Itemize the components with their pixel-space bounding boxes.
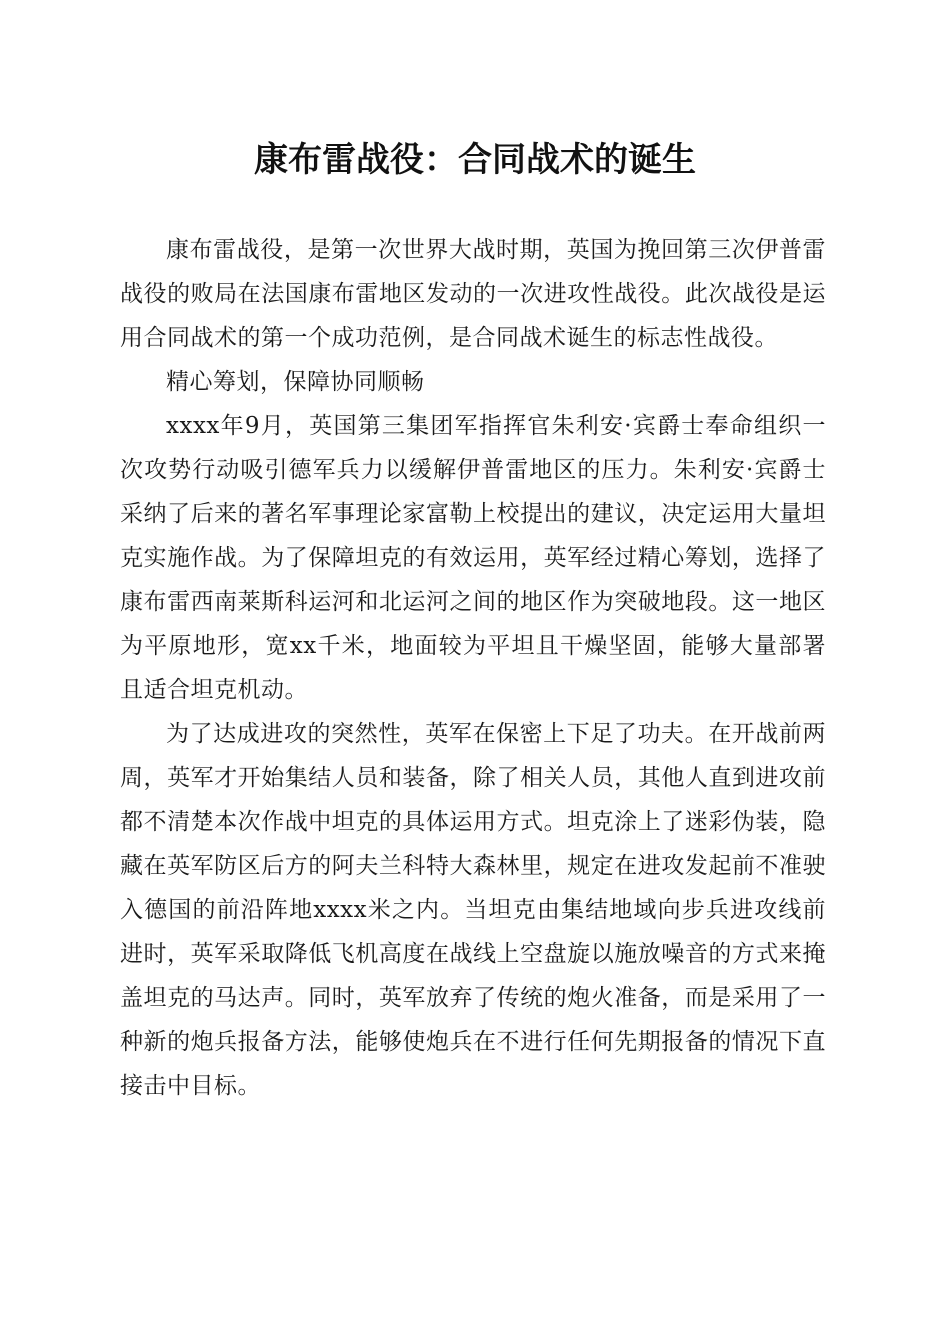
paragraph-secrecy: 为了达成进攻的突然性，英军在保密上下足了功夫。在开战前两周，英军才开始集结人员和装备，除了相关人员，其他人直到进攻前都不清楚本次作战中坦克的具体运用方式。坦克涂上了迷彩伪装，隐藏在英军防区后方的阿夫兰科特大森林里，规定在进攻发起前不准驶入德国的前沿阵地xxxx米之内。当坦克由集结地域向步兵进攻线前进时，英军采取降低飞机高度在战线上空盘旋以施放噪音的方式来掩盖坦克的马达声。同时，英军放弃了传统的炮火准备，而是采用了一种新的炮兵报备方法，能够使炮兵在不进行任何先期报备的情况下直接击中目标。 (120, 721, 826, 1099)
document-title: 康布雷战役：合同战术的诞生 (254, 140, 696, 180)
paragraph-intro: 康布雷战役，是第一次世界大战时期，英国为挽回第三次伊普雷战役的败局在法国康布雷地区发动的一次进攻性战役。此次战役是运用合同战术的第一个成功范例，是合同战术诞生的标志性战役。 (120, 237, 826, 351)
section-heading: 精心筹划，保障协同顺畅 (166, 369, 425, 395)
paragraph-planning: xxxx年9月，英国第三集团军指挥官朱利安·宾爵士奉命组织一次攻势行动吸引德军兵力以缓解伊普雷地区的压力。朱利安·宾爵士采纳了后来的著名军事理论家富勒上校提出的建议，决定运用大量坦克实施作战。为了保障坦克的有效运用，英军经过精心筹划，选择了康布雷西南莱斯科运河和北运河之间的地区作为突破地段。这一地区为平原地形，宽xx千米，地面较为平坦且干燥坚固，能够大量部署且适合坦克机动。 (120, 413, 826, 703)
document-body (120, 228, 826, 1108)
